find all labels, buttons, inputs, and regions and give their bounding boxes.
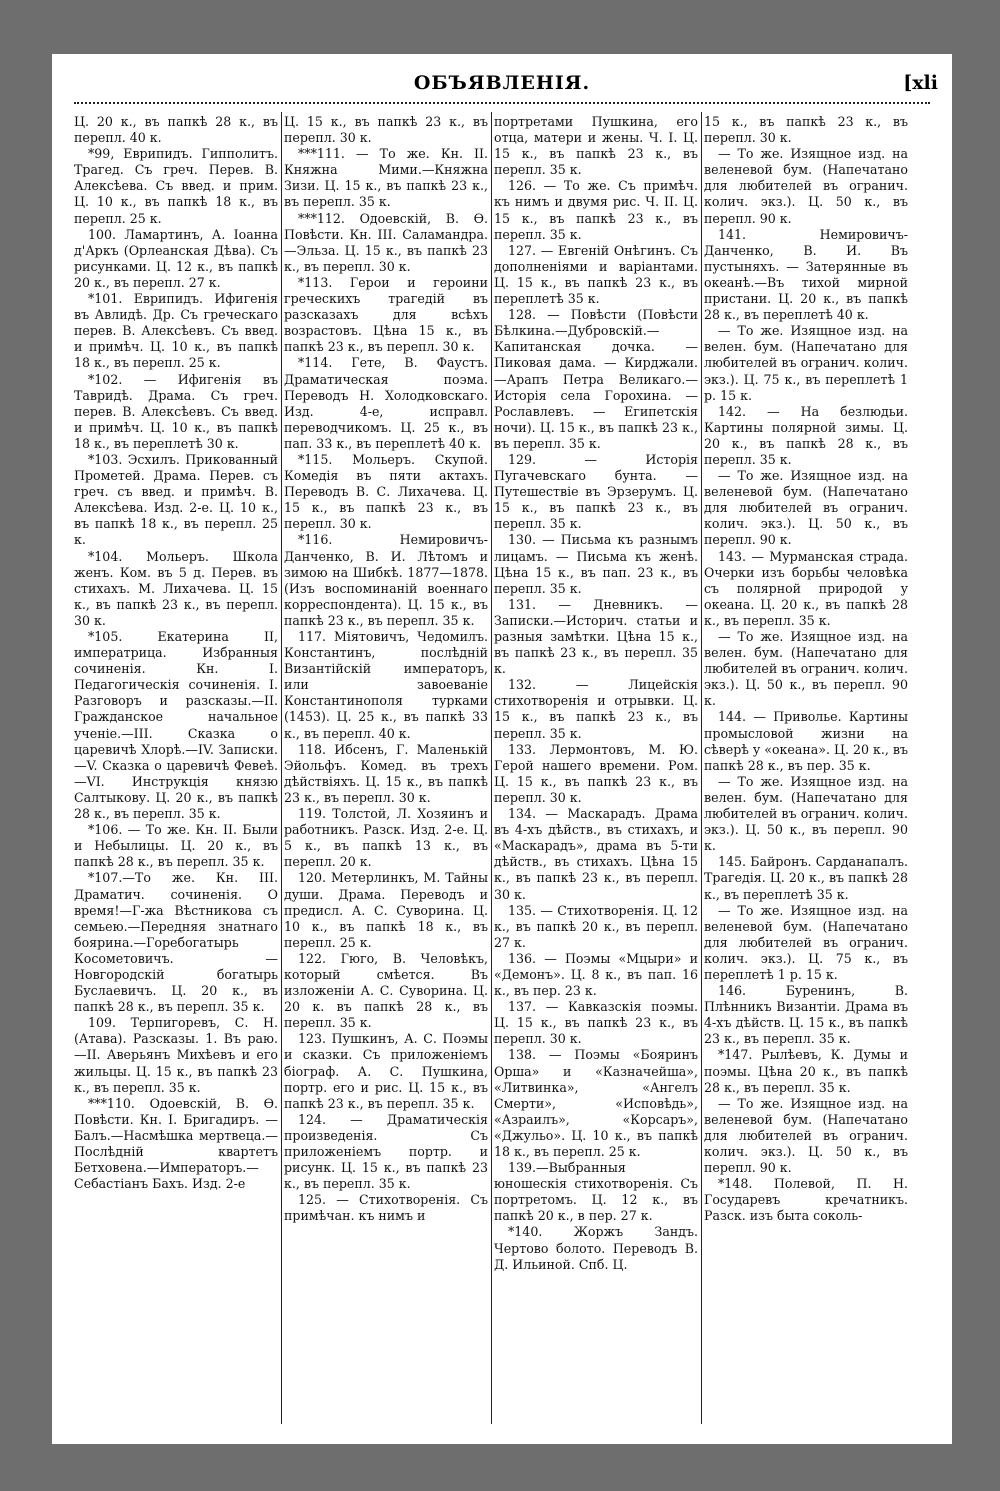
catalog-entry: *106. — То же. Кн. II. Были и Небылицы. Ц. 20 к., въ папкѣ 28 к., въ перепл. 35 к.	[74, 822, 278, 870]
catalog-entry: 122. Гюго, В. Человѣкъ, который смѣется. Въ изложеніи А. С. Суворина. Ц. 20 к. въ папкѣ 28 к., въ перепл. 35 к.	[284, 950, 488, 1031]
catalog-entry: *102. — Ифигенія въ Тавридѣ. Драма. Съ греч. перев. В. Алексѣевъ. Съ введ. и примѣч. Ц. 10 к., въ папкѣ 18 к., въ переплетѣ 30 к.	[74, 371, 278, 451]
catalog-entry: *140. Жоржъ Зандъ. Чертово болото. Переводъ В. Д. Ильиной. Спб. Ц.	[494, 1224, 698, 1272]
catalog-entry: Ц. 20 к., въ папкѣ 28 к., въ перепл. 40 к.	[74, 114, 278, 146]
catalog-entry: ***112. Одоевскій, В. Ѳ. Повѣсти. Кн. III. Саламандра.—Эльза. Ц. 15 к., въ папкѣ 23 к., въ перепл. 30 к.	[284, 210, 488, 274]
catalog-entry: 126. — То же. Съ примѣч. къ нимъ и двумя рис. Ч. II. Ц. 15 к., въ папкѣ 23 к., въ перепл. 35 к.	[494, 178, 698, 242]
catalog-entry: *116. Немировичъ-Данченко, В. И. Лѣтомъ и зимою на Шибкѣ. 1877—1878. (Изъ воспоминаній военнаго корреспондента). Ц. 15 к., въ папкѣ 23 к., въ перепл. 35 к.	[284, 532, 488, 628]
catalog-entry: 137. — Кавказскія поэмы. Ц. 15 к., въ папкѣ 23 к., въ перепл. 30 к.	[494, 999, 698, 1047]
text-column-1	[74, 114, 278, 1192]
catalog-entry: — То же. Изящное изд. на веленевой бум. (Напечатано для любителей въ огранич. колич. экз.). Ц. 50 к., въ перепл. 90 к.	[704, 146, 908, 226]
catalog-entry: 146. Буренинъ, В. Плѣнникъ Византіи. Драма въ 4-хъ дѣйств. Ц. 15 к., въ папкѣ 23 к., въ перепл. 35 к.	[704, 983, 908, 1047]
catalog-entry: 141. Немировичъ-Данченко, В. И. Въ пустыняхъ. — Затерянные въ океанѣ.—Въ тихой мирной пристани. Ц. 20 к., въ папкѣ 28 к., въ переплетѣ 40 к.	[704, 226, 908, 323]
catalog-entry: 109. Терпигоревъ, С. Н. (Атава). Разсказы. 1. Въ раю.—II. Аверьянъ Михѣевъ и его жильцы. Ц. 15 к., въ папкѣ 23 к., въ перепл. 35 к.	[74, 1015, 278, 1095]
catalog-entry: 125. — Стихотворенія. Съ примѣчан. къ нимъ и	[284, 1192, 488, 1224]
catalog-entry: — То же. Изящное изд. на веленевой бум. (Напечатано для любителей въ огранич. колич. экз.). Ц. 50 к., въ перепл. 90 к.	[704, 468, 908, 548]
catalog-entry: 144. — Приволье. Картины промысловой жизни на сѣверѣ у «океана». Ц. 20 к., въ папкѣ 28 к., въ пер. 35 к.	[704, 709, 908, 773]
catalog-entry: *115. Мольеръ. Скупой. Комедія въ пяти актахъ. Переводъ В. С. Лихачева. Ц. 15 к., въ папкѣ 23 к., въ перепл. 30 к.	[284, 451, 488, 532]
catalog-entry: 132. — Лицейскія стихотворенія и отрывки. Ц. 15 к., въ папкѣ 23 к., въ перепл. 35 к.	[494, 677, 698, 741]
text-column-3	[494, 114, 698, 1273]
catalog-entry: *103. Эсхилъ. Прикованный Прометей. Драма. Перев. съ греч. съ введ. и примѣч. В. Алексѣева. Изд. 2-е. Ц. 10 к., въ папкѣ 18 к., въ перепл. 25 к.	[74, 451, 278, 548]
catalog-entry: 131. — Дневникъ. — Записки.—Историч. статьи и разныя замѣтки. Цѣна 15 к., въ папкѣ 23 к., въ перепл. 35 к.	[494, 596, 698, 677]
page-number: [xli	[903, 72, 938, 94]
catalog-entry: *114. Гете, В. Фаустъ. Драматическая поэма. Переводъ Н. Холодковскаго. Изд. 4-е, исправл. переводчикомъ. Ц. 25 к., въ пап. 33 к., въ переплетѣ 40 к.	[284, 355, 488, 451]
catalog-entry: 142. — На безлюдьи. Картины полярной зимы. Ц. 20 к., въ папкѣ 28 к., въ перепл. 35 к.	[704, 403, 908, 467]
catalog-entry: 129. — Исторія Пугачевскаго бунта. — Путешествіе въ Эрзерумъ. Ц. 15 к., въ папкѣ 23 к., въ перепл. 35 к.	[494, 451, 698, 532]
catalog-entry: ***110. Одоевскій, В. Ѳ. Повѣсти. Кн. I. Бригадиръ. — Балъ.—Насмѣшка мертвеца.—Послѣдній квартетъ Бетховена.—Императоръ.—Себастіанъ Бахъ. Изд. 2-е	[74, 1095, 278, 1192]
text-column-2	[284, 114, 488, 1224]
catalog-entry: 120. Метерлинкъ, М. Тайны души. Драма. Переводъ и предисл. А. С. Суворина. Ц. 10 к., въ папкѣ 18 к., въ перепл. 25 к.	[284, 870, 488, 950]
catalog-entry: 145. Байронъ. Сарданапалъ. Трагедія. Ц. 20 к., въ папкѣ 28 к., въ переплетѣ 35 к.	[704, 854, 908, 902]
catalog-entry: 143. — Мурманская страда. Очерки изъ борьбы человѣка съ полярной природой у океана. Ц. 20 к., въ папкѣ 28 к., въ перепл. 35 к.	[704, 548, 908, 628]
document-page	[52, 54, 952, 1444]
catalog-entry: *113. Герои и героини греческихъ трагедій въ разсказахъ для всѣхъ возрастовъ. Цѣна 15 к., въ папкѣ 23 к., въ перепл. 30 к.	[284, 274, 488, 355]
catalog-entry: ***111. — То же. Кн. II. Княжна Мими.—Княжна Зизи. Ц. 15 к., въ папкѣ 23 к., въ перепл. 35 к.	[284, 146, 488, 210]
catalog-entry: — То же. Изящное изд. на велен. бум. (Напечатано для любителей въ огранич. колич. экз.). Ц. 50 к., въ перепл. 90 к.	[704, 629, 908, 709]
text-column-4	[704, 114, 908, 1224]
catalog-entry: 127. — Евгеній Онѣгинъ. Съ дополненіями и варіантами. Ц. 15 к., въ папкѣ 23 к., въ переплетѣ 35 к.	[494, 242, 698, 307]
catalog-entry: Ц. 15 к., въ папкѣ 23 к., въ перепл. 30 к.	[284, 114, 488, 146]
column-divider	[491, 112, 492, 1424]
catalog-entry: 133. Лермонтовъ, М. Ю. Герой нашего времени. Ром. Ц. 15 к., въ папкѣ 23 к., въ перепл. 30 к.	[494, 741, 698, 805]
page-title: ОБЪЯВЛЕНІЯ.	[413, 72, 591, 94]
page-header	[52, 64, 952, 96]
column-divider	[701, 112, 702, 1424]
catalog-entry: 135. — Стихотворенія. Ц. 12 к., въ папкѣ 20 к., въ перепл. 27 к.	[494, 902, 698, 950]
catalog-entry: 100. Ламартинъ, А. Іоанна д'Аркъ (Орлеанская Дѣва). Съ рисунками. Ц. 12 к., въ папкѣ 20 к., въ перепл. 27 к.	[74, 226, 278, 290]
column-divider	[281, 112, 282, 1424]
catalog-entry: — То же. Изящное изд. на велен. бум. (Напечатано для любителей въ огранич. колич. экз.). Ц. 50 к., въ перепл. 90 к.	[704, 773, 908, 854]
catalog-entry: 15 к., въ папкѣ 23 к., въ перепл. 30 к.	[704, 114, 908, 146]
catalog-entry: — То же. Изящное изд. на велен. бум. (Напечатано для любителей въ огранич. колич. экз.). Ц. 75 к., въ переплетѣ 1 р. 15 к.	[704, 323, 908, 403]
catalog-entry: *107.—То же. Кн. III. Драматич. сочиненія. О время!—Г-жа Вѣстникова съ семьею.—Передняя знатнаго боярина.—Горебогатырь Косометовичъ. —Новгородскій богатырь Буслаевичъ. Ц. 20 к., въ папкѣ 28 к., въ перепл. 35 к.	[74, 870, 278, 1015]
catalog-entry: 139.—Выбранныя юношескія стихотворенія. Съ портретомъ. Ц. 12 к., въ папкѣ 20 к., в пер. 27 к.	[494, 1160, 698, 1224]
catalog-entry: портретами Пушкина, его отца, матери и жены. Ч. I. Ц. 15 к., въ папкѣ 23 к., въ перепл. 35 к.	[494, 114, 698, 178]
catalog-entry: 134. — Маскарадъ. Драма въ 4-хъ дѣйств., въ стихахъ, и «Маскарадъ», драма въ 5-ти дѣйств., въ стихахъ. Цѣна 15 к., въ папкѣ 23 к., въ перепл. 30 к.	[494, 806, 698, 902]
header-rule	[74, 102, 930, 104]
catalog-entry: *148. Полевой, П. Н. Государевъ кречатникъ. Разск. изъ быта соколь-	[704, 1176, 908, 1224]
catalog-entry: *105. Екатерина II, императрица. Избранныя сочиненія. Кн. I. Педагогическія сочиненія. I. Разговоръ и разсказы.—II. Гражданское начальное ученіе.—III. Сказка о царевичѣ Хлорѣ.—IV. Записки.—V. Сказка о царевичѣ Февеѣ.—VI. Инструкція князю Салтыкову. Ц. 20 к., въ папкѣ 28 к., въ перепл. 35 к.	[74, 629, 278, 822]
catalog-entry: — То же. Изящное изд. на веленевой бум. (Напечатано для любителей въ огранич. колич. экз.). Ц. 50 к., въ перепл. 90 к.	[704, 1095, 908, 1176]
catalog-entry: — То же. Изящное изд. на веленевой бум. (Напечатано для любителей въ огранич. колич. экз.). Ц. 75 к., въ переплетѣ 1 р. 15 к.	[704, 902, 908, 982]
catalog-entry: 123. Пушкинъ, А. С. Поэмы и сказки. Съ приложеніемъ біограф. А. С. Пушкина, портр. его и рис. Ц. 15 к., въ папкѣ 23 к., въ перепл. 35 к.	[284, 1031, 488, 1111]
catalog-entry: 119. Толстой, Л. Хозяинъ и работникъ. Разск. Изд. 2-е. Ц. 5 к., въ папкѣ 13 к., въ перепл. 20 к.	[284, 806, 488, 870]
catalog-entry: *99, Еврипидъ. Гипполитъ. Трагед. Съ греч. Перев. В. Алексѣева. Съ введ. и прим. Ц. 10 к., въ папкѣ 18 к., въ перепл. 25 к.	[74, 146, 278, 226]
catalog-entry: 136. — Поэмы «Мцыри» и «Демонъ». Ц. 8 к., въ пап. 16 к., въ пер. 23 к.	[494, 950, 698, 999]
catalog-entry: 124. — Драматическія произведенія. Съ приложеніемъ портр. и рисунк. Ц. 15 к., въ папкѣ 23 к., въ перепл. 35 к.	[284, 1111, 488, 1192]
catalog-entry: *147. Рылѣевъ, К. Думы и поэмы. Цѣна 20 к., въ папкѣ 28 к., въ перепл. 35 к.	[704, 1047, 908, 1095]
catalog-entry: 117. Міятовичъ, Чедомилъ. Константинъ, послѣдній Византійскій императоръ, или завоеваніе Константинополя турками (1453). Ц. 25 к., въ папкѣ 33 к., въ перепл. 40 к.	[284, 629, 488, 741]
catalog-entry: 138. — Поэмы «Бояринъ Орша» и «Казначейша», «Литвинка», «Ангелъ Смерти», «Исповѣдь», «Азраилъ», «Корсаръ», «Джульо». Ц. 10 к., въ папкѣ 18 к., въ перепл. 25 к.	[494, 1047, 698, 1159]
catalog-entry: *104. Мольеръ. Школа женъ. Ком. въ 5 д. Перев. въ стихахъ. М. Лихачева. Ц. 15 к., въ папкѣ 23 к., въ перепл. 30 к.	[74, 548, 278, 628]
catalog-entry: 118. Ибсенъ, Г. Маленькій Эйольфъ. Комед. въ трехъ дѣйствіяхъ. Ц. 15 к., въ папкѣ 23 к., въ перепл. 30 к.	[284, 741, 488, 805]
catalog-entry: 128. — Повѣсти (Повѣсти Бѣлкина.—Дубровскій.—Капитанская дочка. — Пиковая дама. — Кирджали.—Арапъ Петра Великаго.—Исторія села Горохина. — Рославлевъ. — Египетскія ночи). Ц. 15 к., въ папкѣ 23 к., въ перепл. 35 к.	[494, 307, 698, 451]
catalog-entry: *101. Еврипидъ. Ифигенія въ Авлидѣ. Др. Съ греческаго перев. В. Алексѣевъ. Съ введ. и примѣч. Ц. 10 к., въ папкѣ 18 к., въ перепл. 25 к.	[74, 291, 278, 371]
catalog-entry: 130. — Письма къ разнымъ лицамъ. — Письма къ женѣ. Цѣна 15 к., въ пап. 23 к., въ перепл. 35 к.	[494, 532, 698, 596]
